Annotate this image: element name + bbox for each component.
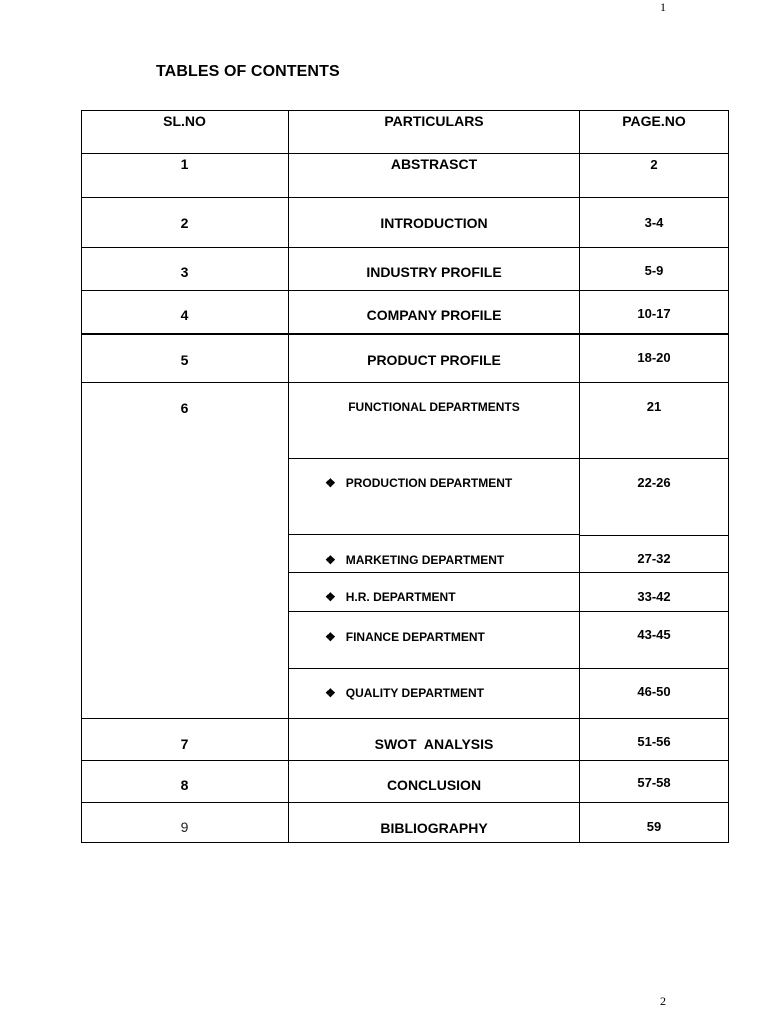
row-divider <box>289 534 580 535</box>
row-page-no: 59 <box>646 819 662 834</box>
row-divider <box>289 458 729 459</box>
row-particulars: FINANCE DEPARTMENT <box>345 630 485 644</box>
row-divider <box>81 290 729 291</box>
row-divider <box>580 535 729 536</box>
row-page-no: 33-42 <box>637 589 671 604</box>
page-number-top: 1 <box>660 0 666 14</box>
diamond-bullet-icon: ❖ <box>325 553 336 567</box>
diamond-bullet-icon: ❖ <box>325 686 336 700</box>
row-page-no: 18-20 <box>637 350 671 365</box>
row-sl-no: 7 <box>180 736 189 752</box>
row-particulars: INTRODUCTION <box>380 215 488 231</box>
row-particulars: MARKETING DEPARTMENT <box>345 553 505 567</box>
table-border-bottom <box>81 842 729 843</box>
row-divider <box>289 668 729 669</box>
row-divider <box>81 718 729 719</box>
row-particulars: PRODUCTION DEPARTMENT <box>345 476 513 490</box>
row-divider <box>289 572 729 573</box>
row-divider <box>81 802 729 803</box>
diamond-bullet-icon: ❖ <box>325 630 336 644</box>
row-page-no: 5-9 <box>644 263 664 278</box>
contents-table <box>81 110 729 843</box>
list-item <box>325 553 504 567</box>
row-divider <box>81 382 729 383</box>
row-particulars: H.R. DEPARTMENT <box>345 590 456 604</box>
row-page-no: 2 <box>650 157 658 172</box>
row-page-no: 57-58 <box>637 775 671 790</box>
row-particulars: INDUSTRY PROFILE <box>366 264 502 280</box>
table-border-right <box>728 110 729 843</box>
header-particulars: PARTICULARS <box>384 113 484 129</box>
row-particulars: QUALITY DEPARTMENT <box>345 686 484 700</box>
row-divider <box>81 247 729 248</box>
row-sl-no: 9 <box>180 819 189 835</box>
row-particulars: BIBLIOGRAPHY <box>380 820 488 836</box>
row-page-no: 21 <box>646 399 662 414</box>
row-particulars: FUNCTIONAL DEPARTMENTS <box>348 400 520 414</box>
row-divider <box>81 760 729 761</box>
list-item <box>325 686 484 700</box>
row-particulars: SWOT ANALYSIS <box>374 736 494 752</box>
row-page-no: 10-17 <box>637 306 671 321</box>
row-page-no: 43-45 <box>637 627 671 642</box>
row-sl-no: 1 <box>180 156 189 172</box>
row-page-no: 27-32 <box>637 551 671 566</box>
row-particulars: PRODUCT PROFILE <box>367 352 501 368</box>
row-divider <box>81 197 729 198</box>
row-sl-no: 4 <box>180 307 189 323</box>
row-sl-no: 8 <box>180 777 189 793</box>
table-border-top <box>81 110 729 111</box>
header-page-no: PAGE.NO <box>622 113 686 129</box>
row-particulars: CONCLUSION <box>386 777 482 793</box>
row-sl-no: 5 <box>180 352 189 368</box>
page-title: TABLES OF CONTENTS <box>156 63 340 80</box>
row-particulars: COMPANY PROFILE <box>366 307 502 323</box>
list-item <box>325 630 485 644</box>
list-item <box>325 590 456 604</box>
row-page-no: 51-56 <box>637 734 671 749</box>
list-item <box>325 476 512 490</box>
row-sl-no: 6 <box>180 400 189 416</box>
row-sl-no: 2 <box>180 215 189 231</box>
header-sl-no: SL.NO <box>163 113 206 129</box>
row-page-no: 22-26 <box>637 475 671 490</box>
row-sl-no: 3 <box>180 264 189 280</box>
row-page-no: 46-50 <box>637 684 671 699</box>
row-page-no: 3-4 <box>644 215 664 230</box>
row-divider <box>81 333 729 335</box>
diamond-bullet-icon: ❖ <box>325 590 336 604</box>
page-number-bottom: 2 <box>660 994 666 1008</box>
diamond-bullet-icon: ❖ <box>325 476 336 490</box>
row-divider <box>81 153 729 154</box>
row-particulars: ABSTRASCT <box>390 156 478 172</box>
row-divider <box>289 611 729 612</box>
